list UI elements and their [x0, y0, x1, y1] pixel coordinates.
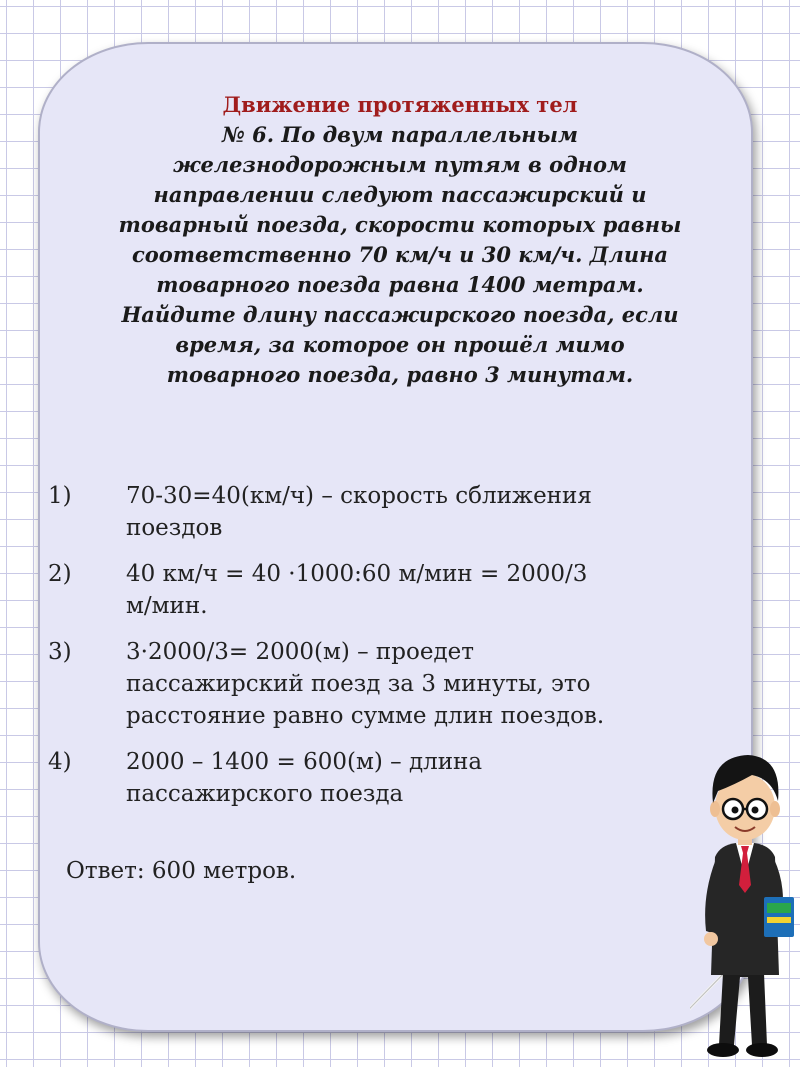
problem-title: Движение протяженных тел [222, 92, 578, 117]
step-line: расстояние равно сумме длин поездов. [126, 703, 605, 729]
legs [719, 973, 767, 1045]
shoe-right [746, 1043, 778, 1057]
step-text [126, 636, 688, 732]
step-text [126, 746, 688, 810]
step-line: пассажирского поезда [126, 781, 404, 807]
problem-line: направлении следуют пассажирский и [153, 182, 647, 207]
problem-statement [70, 90, 730, 390]
solution-step [48, 636, 688, 732]
solution-steps [48, 480, 688, 824]
step-text [126, 480, 688, 544]
problem-line: товарного поезда, равно 3 минутам. [166, 362, 634, 387]
solution-step [48, 480, 688, 544]
step-number: 3) [48, 639, 72, 665]
solution-step [48, 746, 688, 810]
step-line: 2000 – 1400 = 600(м) – длина [126, 749, 483, 775]
hand-left [704, 932, 718, 946]
problem-line: соответственно 70 км/ч и 30 км/ч. Длина [131, 242, 668, 267]
problem-line: № 6. По двум параллельным [222, 122, 578, 147]
problem-line: время, за которое он прошёл мимо [175, 332, 625, 357]
step-line: м/мин. [126, 593, 208, 619]
step-line: 70-30=40(км/ч) – скорость сближения [126, 483, 592, 509]
answer-text: Ответ: 600 метров. [66, 858, 297, 884]
step-number: 2) [48, 561, 72, 587]
step-number: 1) [48, 483, 72, 509]
shoe-left [707, 1043, 739, 1057]
step-line: поездов [126, 515, 223, 541]
teacher-boy-illustration [690, 745, 800, 1067]
step-number: 4) [48, 749, 72, 775]
problem-line: товарный поезда, скорости которых равны [118, 212, 682, 237]
problem-line: Найдите длину пассажирского поезда, если [121, 302, 679, 327]
step-line: 40 км/ч = 40 ·1000:60 м/мин = 2000/3 [126, 561, 588, 587]
problem-line: товарного поезда равна 1400 метрам. [156, 272, 644, 297]
step-line: пассажирский поезд за 3 минуты, это [126, 671, 591, 697]
problem-line: железнодорожным путям в одном [173, 152, 627, 177]
solution-step [48, 558, 688, 622]
step-line: 3·2000/3= 2000(м) – проедет [126, 639, 474, 665]
step-text [126, 558, 688, 622]
